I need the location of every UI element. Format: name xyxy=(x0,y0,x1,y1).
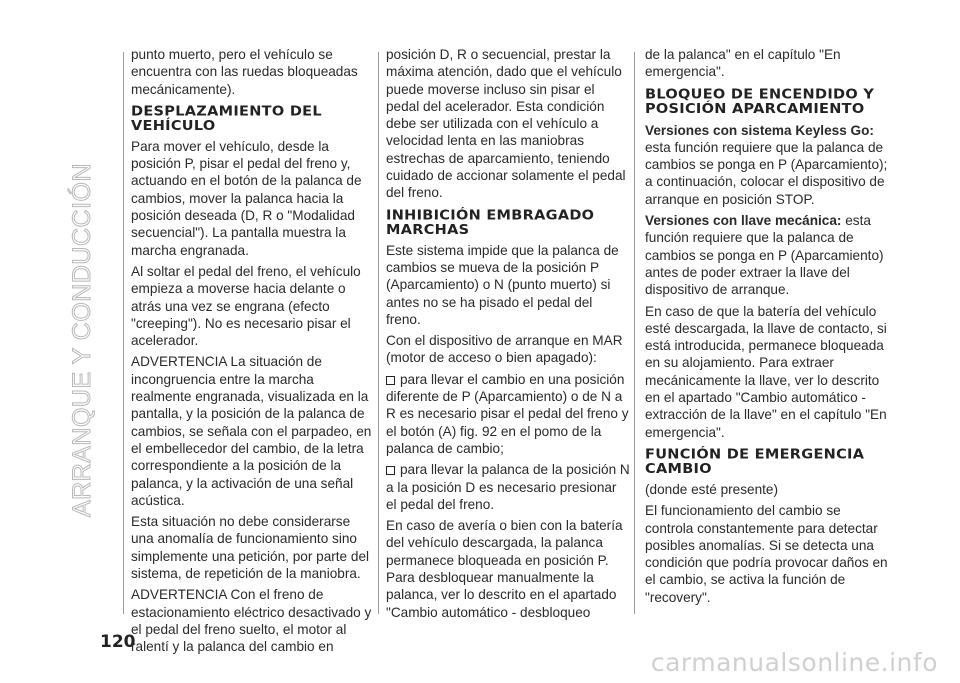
paragraph: En caso de avería o bien con la batería del vehículo descargada, la palanca permanece bloqueada en posición P. Para desbloquear manualmente la palanca, ver lo descrito en el apartado "Cambio automático - desbloqueo xyxy=(386,518,623,620)
paragraph-warning: ADVERTENCIA La situación de incongruencia entre la marcha realmente engranada, visualizada en la pantalla, y la posición de la palanca de cambios, se señala con el parpadeo, en el embellecedor del cambio, de la letra correspondiente a la posición de la palanca, y la activación de una señal acústica. xyxy=(131,354,372,508)
paragraph: Este sistema impide que la palanca de cambios se mueva de la posición P (Aparcamiento) o N (punto muerto) si antes no se ha pisado el pedal del freno. xyxy=(386,242,619,327)
text-column-2 xyxy=(386,46,630,625)
heading-bloqueo: BLOQUEO DE ENCENDIDO Y POSICIÓN APARCAMIENTO xyxy=(645,86,875,117)
heading-desplazamiento: DESPLAZAMIENTO DEL VEHÍCULO xyxy=(131,104,322,134)
text-column-1 xyxy=(131,46,375,660)
watermark: carmanualsonline.info xyxy=(650,648,938,677)
paragraph: posición D, R o secuencial, prestar la máxima atención, dado que el vehículo puede moverse incluso sin pisar el pedal del acelerador. Esta condición debe ser utilizada con el vehículo a velocidad lenta en las maniobras estrechas de aparcamiento, teniendo cuidado de accionar solamente el pedal del freno. xyxy=(386,47,626,201)
subheading-llave: Versiones con llave mecánica: xyxy=(645,213,842,229)
paragraph: El funcionamiento del cambio se controla constantemente para detectar posibles anomalías. Si se detecta una condición que podría provocar daños en el cambio, se activa la función de "recovery". xyxy=(645,503,888,605)
heading-inhibicion: INHIBICIÓN EMBRAGADO MARCHAS xyxy=(386,207,595,238)
bullet-item: para llevar el cambio en una posición diferente de P (Aparcamiento) o de N a R es necesario pisar el pedal del freno y el botón (A) fig. 92 en el pomo de la palanca de cambio; xyxy=(386,371,629,456)
column-divider-left xyxy=(123,52,124,614)
heading-funcion: FUNCIÓN DE EMERGENCIA CAMBIO xyxy=(645,447,865,477)
subheading-keyless: Versiones con sistema Keyless Go: xyxy=(645,122,874,138)
column-divider-middle xyxy=(378,52,379,614)
section-title-vertical: ARRANQUE Y CONDUCCIÓN xyxy=(68,162,96,518)
paragraph: Esta situación no debe considerarse una anomalía de funcionamiento sino simplemente una petición, por parte del sistema, de repetición de la maniobra. xyxy=(131,514,370,582)
square-bullet-icon xyxy=(386,376,395,385)
text-column-3: de la palanca" en el capítulo "En emergencia". BLOQUEO DE ENCENDIDO Y POSICIÓN APARCAMIENTO Versiones con sistema Keyless Go: esta función requiere que la palanca de cambios se ponga en P (Aparcamiento); a continuación, colocar el dispositivo de arranque en posición STOP. Versiones con llave mecánica: esta función requiere que la palanca de cambios se ponga en P (Aparcamiento) antes de poder extraer la llave del dispositivo de arranque. En caso de que la batería del vehículo esté descargada, la llave de contacto, si está introducida, permanece bloqueada en su alojamiento. Para extraer mecánicamente la llave, ver lo descrito en el apartado "Cambio automático - extracción de la llave" en el capítulo "En emergencia". FUNCIÓN DE EMERGENCIA CAMBIO (donde esté presente) El funcionamiento del cambio se controla constantemente para detectar posibles anomalías. Si se detecta una condición que podría provocar daños en el cambio, se activa la función de "recovery". xyxy=(645,47,888,605)
paragraph: Para mover el vehículo, desde la posición P, pisar el pedal del freno y, actuando en el botón de la palanca de cambios, mover la palanca hacia la posición deseada (D, R o "Modalidad secuencial"). La pantalla muestra la marcha engranada. xyxy=(131,138,362,258)
square-bullet-icon xyxy=(386,466,395,475)
column-divider-right xyxy=(634,52,635,614)
paragraph: punto muerto, pero el vehículo se encuentra con las ruedas bloqueadas mecánicamente). xyxy=(131,47,358,97)
paragraph: Al soltar el pedal del freno, el vehículo empieza a moverse hacia delante o atrás una vez se engrana (efecto "creeping"). No es necesario pisar el acelerador. xyxy=(131,263,361,349)
paragraph-warning: ADVERTENCIA Con el freno de estacionamiento eléctrico desactivado y el pedal del freno suelto, el motor al ralentí y la palanca del cambio en xyxy=(131,587,372,655)
bullet-item: para llevar la palanca de la posición N a la posición D es necesario presionar el pedal del freno. xyxy=(386,462,630,512)
paragraph: (donde esté presente) xyxy=(645,481,779,497)
page-number: 120 xyxy=(100,632,136,652)
paragraph: En caso de que la batería del vehículo esté descargada, la llave de contacto, si está introducida, permanece bloqueada en su alojamiento. Para extraer mecánicamente la llave, ver lo descrito en el apartado "Cambio automático - extracción de la llave" en el capítulo "En emergencia". xyxy=(645,303,887,440)
paragraph: de la palanca" en el capítulo "En emergencia". xyxy=(645,47,841,80)
paragraph: Con el dispositivo de arranque en MAR (motor de acceso o bien apagado): xyxy=(386,333,623,366)
